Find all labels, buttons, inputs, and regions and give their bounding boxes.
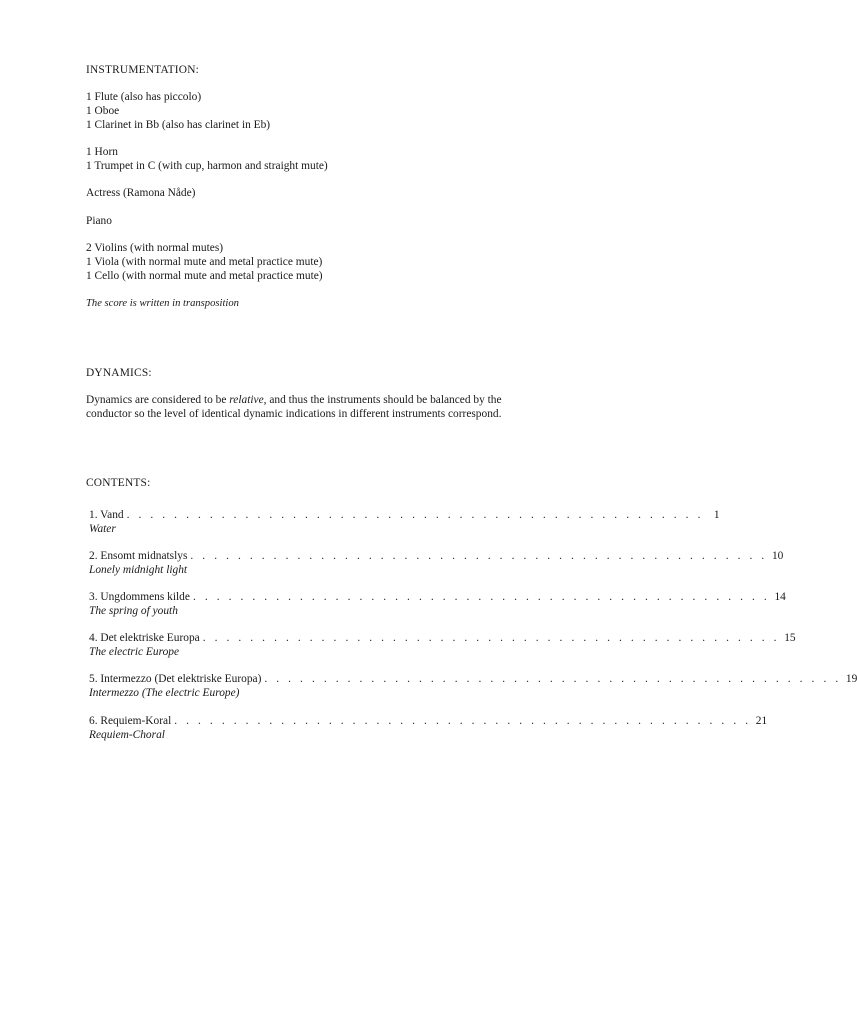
toc-subtitle: The spring of youth [89, 605, 178, 617]
toc-leader: . . . . . . . . . . . . . . . . . . . . . . . . . . . . . . . . . . . . . . . . . . . . . . . . . [264, 673, 842, 685]
actress-line: Actress (Ramona Nåde) [86, 187, 196, 199]
toc-subtitle: The electric Europe [89, 646, 180, 658]
toc-entry[interactable] [89, 508, 720, 536]
toc-page-number: 1 [713, 509, 720, 521]
instrument-line: 1 Viola (with normal mute and metal practice mute) [86, 256, 323, 268]
dynamics-paragraph [86, 393, 526, 421]
toc-entry[interactable] [89, 672, 857, 700]
toc-entry[interactable] [89, 631, 796, 659]
brass-list [86, 145, 328, 173]
toc-page-number: 15 [784, 632, 796, 644]
dynamics-text: and thus the instruments should be balanced by the [266, 394, 502, 406]
dynamics-line-2: conductor so the level of identical dynamic indications in different instruments correspond. [86, 408, 502, 420]
toc-leader: . . . . . . . . . . . . . . . . . . . . . . . . . . . . . . . . . . . . . . . . . . . . . . . . . [190, 550, 768, 562]
toc-page-number: 10 [771, 550, 784, 562]
instrument-line: 2 Violins (with normal mutes) [86, 242, 224, 254]
dynamics-line-1 [86, 393, 526, 407]
toc-subtitle: Requiem-Choral [89, 729, 165, 741]
woodwinds-list [86, 90, 270, 132]
toc-title: 2. Ensomt midnatslys [89, 550, 188, 562]
toc-title: 3. Ungdommens kilde [89, 591, 190, 603]
instrument-line: 1 Trumpet in C (with cup, harmon and straight mute) [86, 160, 328, 172]
toc-leader: . . . . . . . . . . . . . . . . . . . . . . . . . . . . . . . . . . . . . . . . . . . . . . . . . [202, 632, 780, 644]
toc-title: 6. Requiem-Koral [89, 715, 172, 727]
toc-subtitle: Lonely midnight light [89, 564, 188, 576]
toc-title: 5. Intermezzo (Det elektriske Europa) [89, 673, 262, 685]
dynamics-emphasis: relative, [229, 394, 267, 406]
transposition-note: The score is written in transposition [86, 298, 239, 309]
toc-entry[interactable] [89, 590, 786, 618]
toc-title: 1. Vand [89, 509, 124, 521]
strings-list [86, 241, 323, 283]
toc-entry[interactable] [89, 549, 784, 577]
contents-heading: CONTENTS: [86, 477, 151, 489]
toc-page-number: 21 [755, 715, 768, 727]
toc-leader: . . . . . . . . . . . . . . . . . . . . . . . . . . . . . . . . . . . . . . . . . . . . . . . . . [192, 591, 770, 603]
instrument-line: 1 Clarinet in Bb (also has clarinet in Eb) [86, 119, 271, 131]
instrument-line: 1 Horn [86, 146, 118, 158]
toc-entry[interactable] [89, 714, 768, 742]
instrument-line: 1 Cello (with normal mute and metal practice mute) [86, 270, 323, 282]
toc-subtitle: Water [89, 523, 116, 535]
dynamics-text: Dynamics are considered to be [86, 394, 230, 406]
instrumentation-heading: INSTRUMENTATION: [86, 64, 200, 76]
toc-leader: . . . . . . . . . . . . . . . . . . . . . . . . . . . . . . . . . . . . . . . . . . . . . . . . . [174, 715, 752, 727]
toc-page-number: 14 [774, 591, 786, 603]
toc-subtitle: Intermezzo (The electric Europe) [89, 687, 240, 699]
toc-title: 4. Det elektriske Europa [89, 632, 200, 644]
dynamics-heading: DYNAMICS: [86, 367, 152, 379]
toc-leader: . . . . . . . . . . . . . . . . . . . . . . . . . . . . . . . . . . . . . . . . . . . . . . . . . [126, 509, 704, 521]
toc-page-number: 19 [845, 673, 857, 685]
instrument-line: 1 Flute (also has piccolo) [86, 91, 202, 103]
piano-line: Piano [86, 215, 112, 227]
instrument-line: 1 Oboe [86, 105, 120, 117]
